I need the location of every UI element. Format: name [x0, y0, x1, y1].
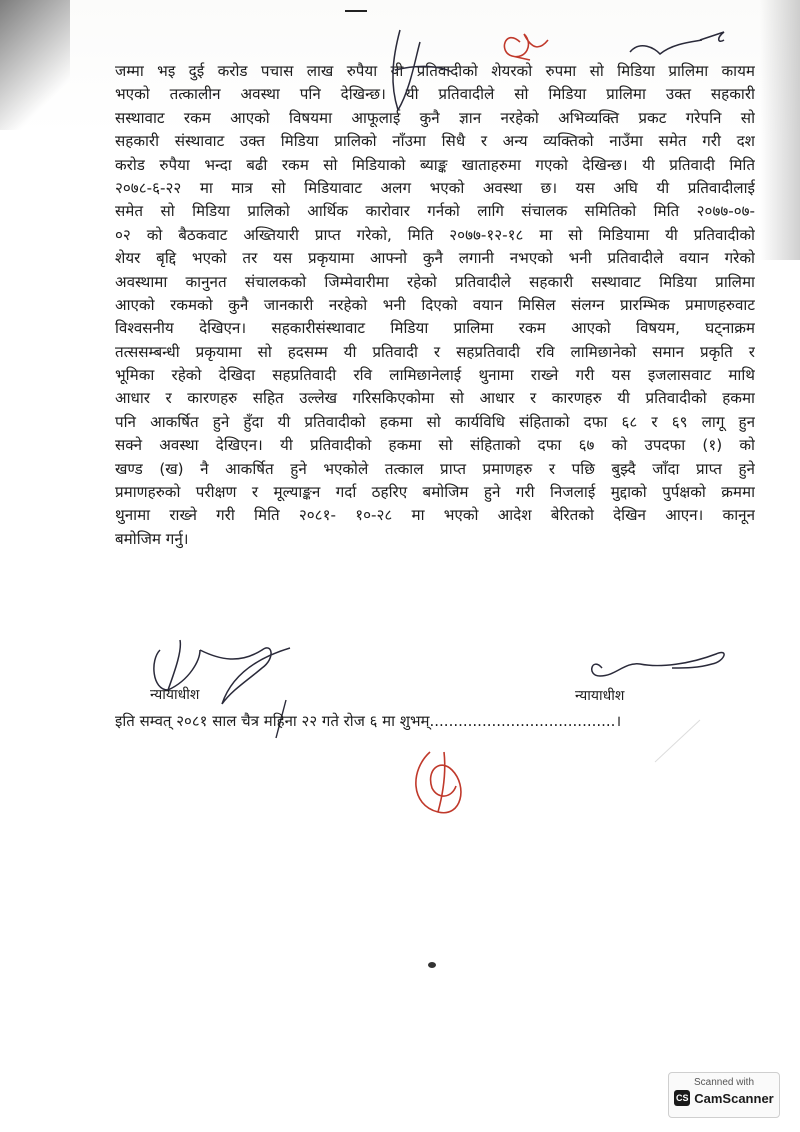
- text-line: जम्मा भइ दुई करोड पचास लाख रुपैया यी प्रतिवादीको शेयरको रुपमा सो मिडिया प्रालिमा कायम: [115, 62, 755, 80]
- text-line: ०२ को बैठकवाट अख्तियारी प्राप्त गरेको, मिति २०७७-१२-१८ मा सो मिडियामा यी प्रतिवादीको: [115, 225, 755, 244]
- signature-top-right: [630, 32, 724, 54]
- text-line: सहकारी संस्थावाट उक्त मिडिया प्रालिको नाँउमा सिधै र अन्य व्यक्तिको नाउँमा समेत गरी दश: [115, 132, 755, 151]
- top-mark: [345, 10, 367, 12]
- text-line: बमोजिम गर्नु।: [115, 529, 189, 548]
- text-line: करोड रुपैया भन्दा बढी रकम सो मिडियाको ब्याङ्क खाताहरुमा गएको देखिन्छ। यी प्रतिवादी मिति: [115, 155, 755, 174]
- text-line: शेयर बृद्दि भएको तर यस प्रकृयामा आफ्नो कुनै लगानी नभएको भनी प्रतिवादीले वयान गरेको: [115, 249, 755, 268]
- camscanner-watermark: [668, 1072, 780, 1118]
- text-line: अवस्थामा कानुनत संचालकको जिम्मेवारीमा रहेको प्रतिवादीले सहकारी सस्थावाट मिडिया प्रालिमा: [115, 272, 755, 291]
- scan-edge-shadow: [0, 0, 70, 130]
- text-line: विश्वसनीय देखिएन। सहकारीसंस्थावाट मिडिया प्रालिमा रकम आएको विषयम, घट्नाक्रम: [115, 319, 755, 338]
- camscanner-logo-icon: CS: [674, 1090, 690, 1106]
- scan-artifact-line: [655, 720, 700, 762]
- text-line: खण्ड (ख) नै आकर्षित हुने भएकोले तत्काल प्राप्त प्रमाणहरु र पछि बुझ्दै जाँदा प्राप्त हुने: [115, 459, 755, 478]
- signature-judge-right: [592, 653, 724, 676]
- watermark-name: CamScanner: [694, 1090, 774, 1106]
- closing-line: इति सम्वत् २०८१ साल चैत्र महिना २२ गते रोज ६ मा शुभम्.......................................।: [115, 712, 622, 730]
- text-line: भूमिका रहेको देखिदा सहप्रतिवादी रवि लामिछानेलाई थुनामा राख्ने गरी यस इजलासवाट माथि: [115, 366, 755, 385]
- watermark-brand: [669, 1090, 779, 1106]
- text-line: थुनामा राख्ने गरी मिति २०८१- १०-२८ मा भएको आदेश बेरितको देखिन आएन। कानून: [115, 506, 755, 525]
- text-line: प्रमाणहरुको परीक्षण र मूल्याङ्कन गर्दा ठहरिए बमोजिम हुने गरी निजलाई मुद्दाको पुर्पक्षको क्रममा: [115, 483, 755, 502]
- text-line: भएको तत्कालीन अवस्था पनि देखिन्छ। यी प्रतिवादीले सो मिडिया प्रालिमा उक्त सहकारी: [115, 85, 755, 104]
- red-initial-mark-top: [504, 34, 548, 60]
- text-line: २०७८-६-२२ मा मात्र सो मिडियावाट अलग भएको अवस्था छ। यस अघि यी प्रतिवादीलाई: [115, 178, 755, 197]
- text-line: सक्ने अवस्था देखिएन। यी प्रतिवादीको हकमा सो संहिताको दफा ६७ को उपदफा (१) को: [115, 436, 755, 455]
- red-initial-mark-bottom: [416, 752, 461, 813]
- scan-edge-shadow-right: [760, 0, 800, 260]
- text-line: पनि आकर्षित हुने हुँदा यी प्रतिवादीको हकमा सो कार्यविधि संहिताको दफा ६८ र ६९ लागू हुन: [115, 412, 755, 431]
- watermark-caption: Scanned with: [693, 1077, 755, 1088]
- text-line: तत्ससम्बन्धी प्रकृयामा सो हदसम्म यी प्रतिवादी र सहप्रतिवादी रवि लामिछानेको समान प्रकृति र: [115, 342, 755, 361]
- judge-title-right: न्यायाधीश: [575, 688, 625, 704]
- ink-spot: [428, 962, 436, 968]
- text-line: समेत सो मिडिया प्रालिको आर्थिक कारोवार गर्नको लागि संचालक समितिको मिति २०७७-०७-: [115, 202, 755, 221]
- text-line: आएको रकमको कुनै जानकारी नरहेको भनी दिएको वयान मिसिल संलग्न प्रारम्भिक प्रमाणहरुवाट: [115, 295, 755, 314]
- order-body-text: [115, 60, 755, 551]
- judge-title-left: न्यायाधीश: [150, 687, 200, 703]
- text-line: सस्थावाट रकम आएको विषयमा आफूलाई कुनै ज्ञान नरहेको अभिव्यक्ति प्रकट गरेपनि सो: [115, 108, 755, 127]
- text-line: आधार र कारणहरु सहित उल्लेख गरिसकिएकोमा सो आधार र कारणहरु यी प्रतिवादीको हकमा: [115, 389, 755, 408]
